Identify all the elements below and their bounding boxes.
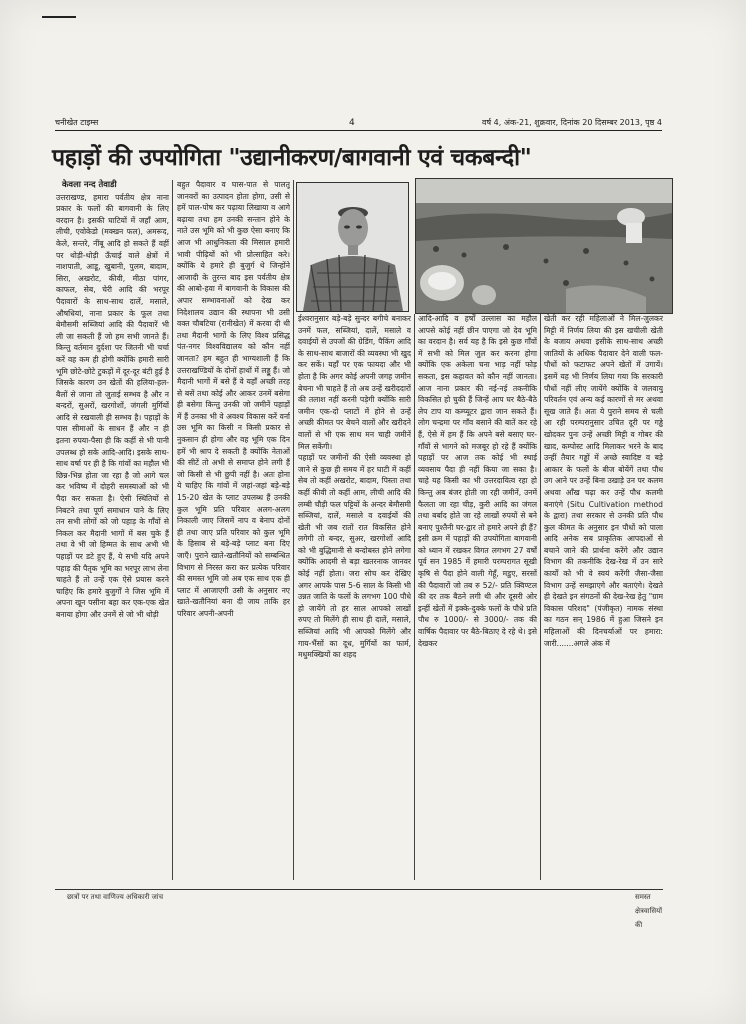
article-column-3	[298, 313, 411, 884]
byline: केवला नन्द तेवाडी	[62, 179, 117, 189]
pen-mark	[42, 16, 76, 18]
author-portrait-photo	[296, 182, 409, 312]
next-article-strip	[55, 889, 663, 929]
article-column-4	[418, 313, 537, 884]
issue-info: वर्ष 4, अंक-21, शुक्रवार, दिनांक 20 दिसम्बर 2013, पृष्ठ 4	[482, 118, 662, 127]
article-column-2	[177, 179, 290, 884]
page-number: 4	[349, 118, 355, 128]
portrait-caption-text: ईश्वरानुसार बड़े-बड़े सुन्दर बगीचे बनाकर उनमें फल, सब्जियां, दालें, मसाले व दवाईयों से उपजों की ग्रेडिंग, पैकिंग आदि के साथ-साथ बाजारों की व्यवस्था भी खुद कर सकें। यहाँ पर एक फायदा और भी होता है कि अगर कोई अपनी जगह जमीन बेचना भी चाहते हैं तो अब उन्हें खरीददारों की तलाश नहीं करनी पड़ेगी क्योंकि सारी जमीन एक-दो प्लाटों में होने से उन्हें अच्छी कीमत पर बेचने वालों और खरीदने वालों से भी एक साथ मन चाही जमीनें मिल सकेंगी।	[298, 314, 411, 451]
publication-name: चनीखेत टाइम्स	[55, 118, 99, 127]
column-divider	[293, 180, 294, 880]
footer-left-text: छात्रों पर तथा वाणिज्य अधिकारी जांच	[67, 893, 164, 901]
column-4-text: आदि-आदि व हर्षों उल्लास का महौल आपसे कोई नहीं छीन पाएगा जो देव भूमि का वरदान है। सर्व यह है कि इसे कुछ गाँवों में सभी को मिल जुल कर करना होगा क्योंकि एक अकेला चना भाड़ नहीं फोड़ सकता, इस कहावत को कौन नहीं जानता। आज नाना प्रकार की नई-नई तकनीकि विकसित हो चुकी हैं जिन्हें आप घर बैठे-बैठे लेप टाप या कम्प्यूटर द्वारा जान सकते हैं। लोग चन्द्रमा पर गाँव बसाने की बातें कर रहे हैं, ऐसे में हम हैं कि अपने बसे बसाए घर-गाँवों से भागने को मजबूर हो रहे हैं क्योंकि पहाड़ों पर आज तक कोई भी स्थाई व्यवसाय पैदा ही नहीं किया जा सका है। चाहे यह किसी का भी उत्तरदायित्व रहा हो किन्तु अब बंजर होती जा रही जमीनें, उनमें फैलता जा रहा चीड़, कुरी आदि का जंगल तथा बर्बाद होते जा रहे लाखों रुपयों से बने बनाए पुश्तैनी घर-द्वार तो हमारे अपने ही हैं? इसी क्रम में पहाड़ों की उपयोगिता बागवानी को ध्यान में रखकर विगत लगभग 27 वर्षों पूर्व सन 1985 में हमारी परम्परागत सूखी कृषि से पैदा होने वाली गेहूँ, मडुए, सरसों की पैदावारों जो तब रु 52/- प्रति क्विण्टल की दर तक बैठने लगी थी और दूसरी ओर इन्हीं खेतों में इक्के-दुक्के फलों के पौधे प्रति पौध रु 1000/- से 3000/- तक की वार्षिक पैदावार पर बैठे-बिठाए दे रहे थे। इसे देखकर	[418, 314, 537, 648]
column-2-text: बहुत पैदावार व घास-पात से पालतू जानवरों का उत्पादन होता होगा, उसी से हमें पाल-पोष कर पढ़ाया लिखाया व आगे बढ़ाया तथा हम उनकी सन्तान होने के नाते उस भूमि को भी कुछ ऐसा बनाए कि आज भी आधुनिकता की मिसाल हमारी भावी पीढ़ियों को भी प्रोत्साहित करे। क्योंकि ये हमारे ही बुजुर्ग थे जिन्होंने आजादी के तुरन्त बाद इस पर्वतीय क्षेत्र की आबो-हवा में बागवानी के विकास की अपार सम्भावनाओं को देख कर निदेशालय उद्यान की स्थापना भी उसी वक्त चौबटिया (रानीखेत) में करवा दी थी तथा मैदानी भागों के लिए विश्व प्रसिद्ध पंत-नगर विश्वविद्यालय को कौन नहीं जानता? हम बहुत ही भाग्यशाली हैं कि उत्तराखण्डियों के दोनों हाथों में लड्डू हैं। जो मैदानी भागों में बसे हैं वे यहाँ अच्छी तरह से बसें तथा कोई और आकर उनमें बसेगा ही बसेगा किन्तु उनकी जो जमीनें पहाड़ों में हैं उनका भी वे अवश्य विकास करें वर्ना उस भूमि का किसी न किसी प्रकार से नुकसान ही होगा और वह भूमि एक दिन हमें भी श्राप दे सकती है क्योंकि नेताओं की सीटें तो अभी से समाप्त होने लगी हैं जो किसी से भी छुपी नहीं है। अतः होना ये चाहिए कि गांवों में जहां-जहां बड़े-बड़े 15-20 खेत के प्लाट उपलब्ध हैं उनकी कुल भूमि प्रति परिवार अलग-अलग निकाली जाए जिसमें नाप व बेनाप दोनों ही तथा जाए प्रति परिवार को कुल भूमि के हिसाब से बड़े-बड़े प्लाट बना दिए जाएँ। पुराने खाते-खतौनियों को सम्बन्धित विभाग से निरस्त करा कर प्रत्येक परिवार की समस्त भूमि जो अब एक साथ एक ही प्लाट में आजाएगी उसी के अनुसार नए खाते-खतौनियां बना दी जाय ताकि हर परिवार अपनी-अपनी	[177, 180, 290, 618]
column-divider	[414, 314, 415, 880]
column-5-text: खेती कर रही महिलाओं ने मिल-जुलकर मिट्टी में निर्णय लिया की इस खचीली खेती के बजाय अथवा इसीके साथ-साथ अच्छी जातियों के अधिक पैदावार देने वाली फल-पौधों को फटाफट अपने खेतों में उगायें। इसमें यह भी निर्णय लिया गया कि सरकारी पौधों नहीं लीए जायेंगे क्योंकि वे जलवायु परिवर्तन एवं अन्य कई कारणों से मर अथवा सूख जाते हैं। अतः ये पुराने समय से चली आ रही परम्परानुसार उचित दूरी पर गड्ढे खोदकर पुनः उन्हें अच्छी मिट्टी व गोबर की खाद, कम्पोस्ट आदि मिलाकर भरने के बाद उन्हीं तैयार गड्ढों में अच्छे स्वादिष्ट व बड़े आकार के फलों के बीज बोयेंगें तथा पौध उग आने पर उन्हें बिना उखाड़े उन पर कलम अथवा आँख चढ़ा कर उन्हें पौध कलमी बनाएंगे (Situ Cultivation method के द्वारा) तथा सरकार से उनकी प्रति पौध कुल कीमत के अनुसार इन पौधों को पाला आदि अनेक सब प्राकृतिक आपदाओं से बचाने जाने की प्रार्थना करेंगे और उद्यान विभाग की तकनीकि देख-रेख में उन सारे कार्यों को भी वे स्वयं करेंगी जैसा-जैसा विभाग उन्हें समझाएगे और बताएंगे। देखते ही देखते इन संगठनों की देख-रेख हेतु "ग्राम विकास परिशद" (पंजीकृत) नामक संस्था का गठन सन् 1986 में हुआ जिसने इन महिलाओं की दिनचर्याओं पर हमारा: जारी.......अगले अंक में	[544, 314, 663, 648]
column-divider	[172, 180, 173, 880]
article-column-5	[544, 313, 663, 884]
article-column-1	[56, 179, 169, 884]
field-work-photo	[415, 178, 673, 314]
masthead-bar	[55, 116, 662, 131]
column-divider	[540, 314, 541, 880]
column-3-text: पहाड़ों पर जमीनों की ऐसी व्यवस्था हो जाने से कुछ ही समय में हर घाटी में कहीं सेब तो कहीं अखरोट, बादाम, पिस्ता तथा कहीं कीवी तो कहीं आम, लीची आदि की लम्बी चौड़ी फल पट्टियों के अन्दर बेमौसमी सब्जियां, दालें, मसाले व दवाईयों की खेती भी जब रातों रात विकसित होने लगेगी तो बन्दर, सुअर, खरगोशों आदि को भी बुद्धिमानी से बन्दोबस्त होने लगेगा क्योंकि आदमी से बड़ा खतरनाक जानवर कोई नहीं होता। जरा सोच कर देखिए अगर आपके पास 5-6 साल के किसी भी उन्नत जाति के फलों के लगभग 100 पौधे हो जायेंगे तो हर साल आपको लाखों रुपए तो मिलेंगे ही साथ ही दालें, मसाले, सब्जियां आदि भी आपको मिलेंगे और गाय-भैंसों का दूध, मुर्गियों का फार्म, मधुमक्खियों का शहद	[298, 453, 411, 660]
footer-right-text: समस्त क्षेत्रवासियों की	[635, 893, 663, 929]
article-headline: पहाड़ों की उपयोगिता "उद्यानीकरण/बागवानी एवं चकबन्दी"	[52, 144, 532, 171]
column-1-text: उत्तराखण्ड, हमारा पर्वतीय क्षेत्र नाना प्रकार के फलों की बागवानी के लिए वरदान है। इसकी घाटियों में जहाँ आम, लीची, एवोकेडो (मक्खन फल), अमरूद, केले, सन्तरे, नींबू आदि हो सकते हैं वहीं पर थोड़ी-थोड़ी ऊँचाई वाले क्षेत्रों में नाशपाती, आडू, खुबानी, पुलम, बादाम, सिरा, अखरोट, कीवी, मीठा पांगर, काफल, सेब, चेरी आदि की भरपूर पैदावारों के साथ-साथ दालें, मसाले, औषधियां, नाना प्रकार के फूल तथा बेमौसमी सब्जियां आदि की पैदावारें भी ली जा सकती हैं जो हम सभी जानते हैं। किन्तु वर्तमान दुर्दशा पर जितनी भी चर्चा करें वह कम ही होगी क्योंकि हमारी सारी भूमि छोटे-छोटे टुकड़ों में दूर-दूर बंटी हुई है जिसके कारण उन खेतों की हलिया-हल-बैलों से जाना तो जुताई सम्भव है और न बन्दरों, सुअरों, खरगोशों, जंगली मुर्गियों आदि से रखवाली ही सम्भव है। पहाड़ों के पास सीमाओं के साधन हैं और न ही इतना रुपया-पैसा ही कि कहीं से भी पानी उपलब्ध हो सके आदि-आदि। इसके साथ-साथ वर्षा पर ही है कि गांवों का महौल भी छिन्न-भिन्न होता जा रहा है जो आगे चल कर भविष्य में दोहरी समस्याओं को भी पैदा कर सकता है। ऐसी स्थितियों से निबटने तथा पूर्ण समाधान पाने के लिए तन सभी लोगों को जो पहाड़ के गाँवों से निकल कर मैदानी भागों में बस चुके हैं तथा वे भी जो हिम्मत के साथ अभी भी पहाड़ों पर डटे हुए हैं, ये सभी यदि अपने पहाड़ की पैतृक भूमि का भरपूर लाभ लेना चाहते हैं तो उन्हें एक ऐसे प्रयास करने चाहिए कि हमारे बुजुर्गों ने जिस भूमि में अपना खून पसीना बहा कर एक-एक खेत बनाया होगा और उनमें से जो भी थोड़ी	[56, 192, 169, 619]
